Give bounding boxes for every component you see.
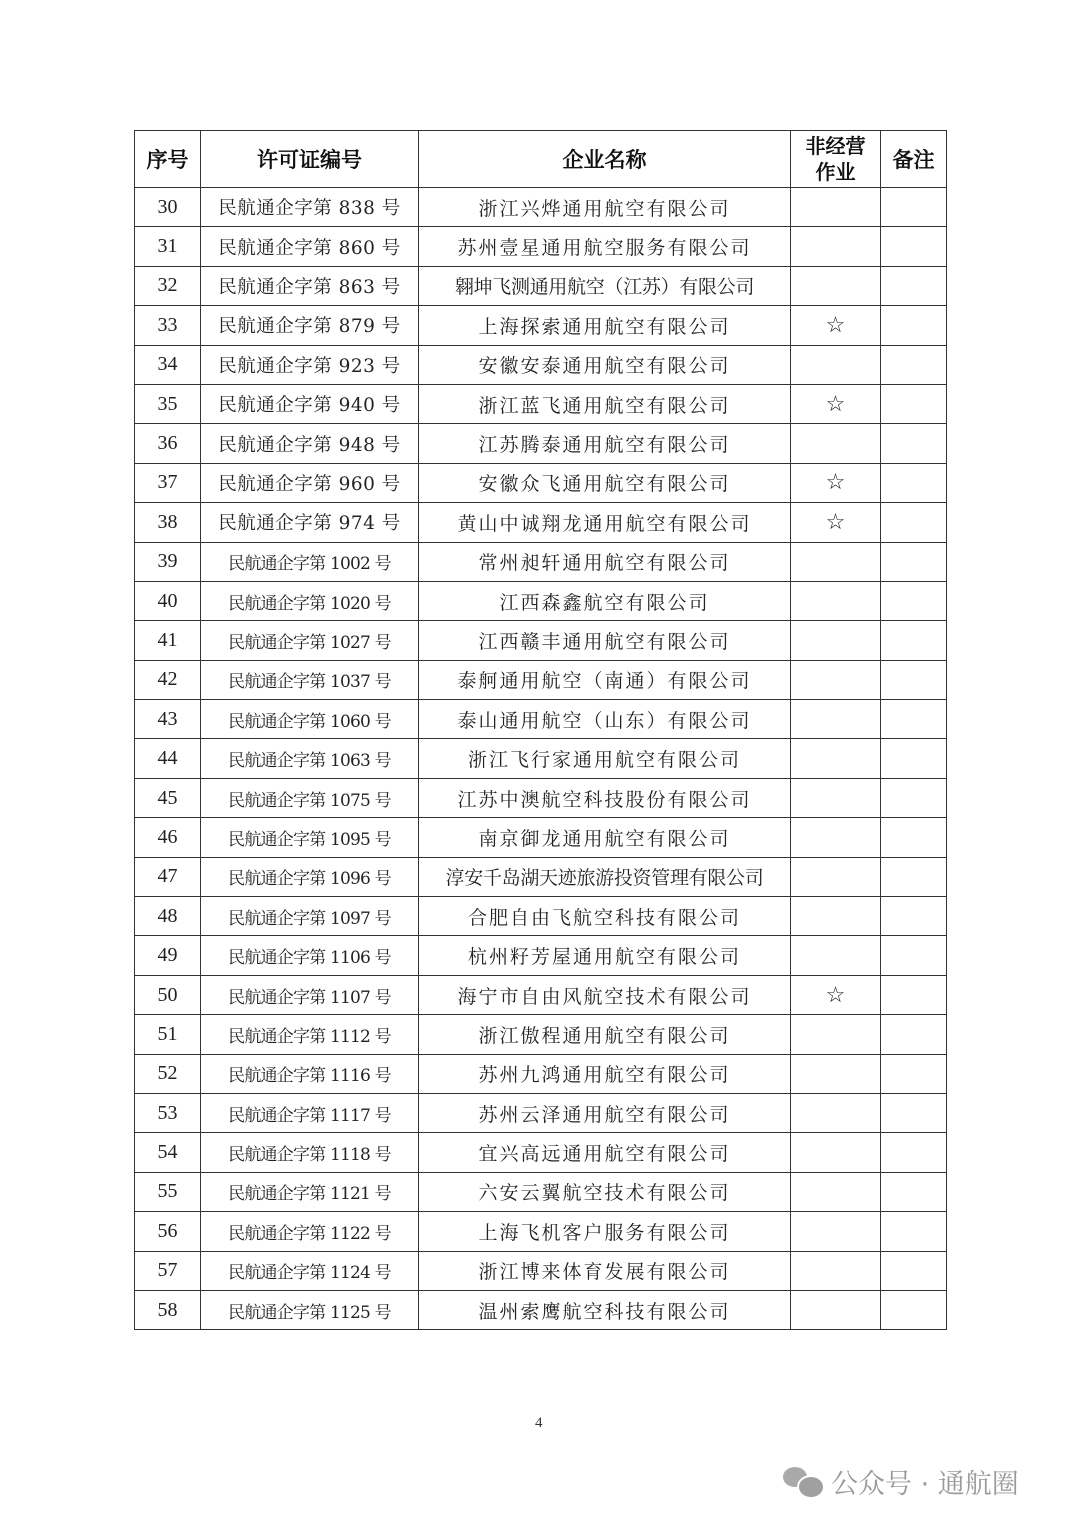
table-row xyxy=(135,581,947,620)
row-non-commercial xyxy=(791,188,881,227)
row-license: 民航通企字第 1106 号 xyxy=(201,936,419,975)
row-company: 淳安千岛湖天迹旅游投资管理有限公司 xyxy=(419,857,791,896)
row-remark xyxy=(881,1290,947,1329)
row-license: 民航通企字第 1063 号 xyxy=(201,739,419,778)
row-company: 安徽众飞通用航空有限公司 xyxy=(419,463,791,502)
row-company: 南京御龙通用航空有限公司 xyxy=(419,818,791,857)
row-license: 民航通企字第 1121 号 xyxy=(201,1172,419,1211)
row-non-commercial xyxy=(791,345,881,384)
page-number: 4 xyxy=(535,1415,543,1431)
row-company: 浙江蓝飞通用航空有限公司 xyxy=(419,384,791,423)
row-seq: 37 xyxy=(135,463,201,502)
table-row xyxy=(135,1093,947,1132)
row-company: 苏州壹星通用航空服务有限公司 xyxy=(419,227,791,266)
row-remark xyxy=(881,1054,947,1093)
row-remark xyxy=(881,463,947,502)
row-remark xyxy=(881,1172,947,1211)
row-seq: 48 xyxy=(135,897,201,936)
row-company: 常州昶轩通用航空有限公司 xyxy=(419,542,791,581)
row-non-commercial xyxy=(791,424,881,463)
row-company: 温州索鹰航空科技有限公司 xyxy=(419,1290,791,1329)
row-company: 六安云翼航空技术有限公司 xyxy=(419,1172,791,1211)
table-row xyxy=(135,227,947,266)
row-remark xyxy=(881,700,947,739)
row-seq: 50 xyxy=(135,975,201,1014)
row-remark xyxy=(881,188,947,227)
table-row xyxy=(135,936,947,975)
row-remark xyxy=(881,660,947,699)
table-row xyxy=(135,384,947,423)
row-non-commercial xyxy=(791,739,881,778)
header-seq: 序号 xyxy=(135,131,201,188)
row-seq: 40 xyxy=(135,581,201,620)
row-seq: 45 xyxy=(135,778,201,817)
row-non-commercial xyxy=(791,1054,881,1093)
header-company: 企业名称 xyxy=(419,131,791,188)
row-license: 民航通企字第 1037 号 xyxy=(201,660,419,699)
header-remark: 备注 xyxy=(881,131,947,188)
row-company: 江西森鑫航空有限公司 xyxy=(419,581,791,620)
table-row xyxy=(135,542,947,581)
row-license: 民航通企字第 860 号 xyxy=(201,227,419,266)
row-seq: 38 xyxy=(135,503,201,542)
header-non-commercial xyxy=(791,131,881,188)
row-company: 江苏中澳航空科技股份有限公司 xyxy=(419,778,791,817)
row-remark xyxy=(881,306,947,345)
row-non-commercial xyxy=(791,818,881,857)
table-row xyxy=(135,1212,947,1251)
row-non-commercial xyxy=(791,660,881,699)
row-remark xyxy=(881,818,947,857)
row-non-commercial: ☆ xyxy=(791,503,881,542)
row-company: 浙江博来体育发展有限公司 xyxy=(419,1251,791,1290)
row-non-commercial xyxy=(791,1290,881,1329)
table-header-row xyxy=(135,131,947,188)
row-license: 民航通企字第 838 号 xyxy=(201,188,419,227)
row-seq: 33 xyxy=(135,306,201,345)
table-body xyxy=(135,188,947,1330)
row-remark xyxy=(881,542,947,581)
row-non-commercial xyxy=(791,581,881,620)
row-company: 宜兴高远通用航空有限公司 xyxy=(419,1133,791,1172)
row-remark xyxy=(881,857,947,896)
row-seq: 58 xyxy=(135,1290,201,1329)
row-company: 江西赣丰通用航空有限公司 xyxy=(419,621,791,660)
row-remark xyxy=(881,384,947,423)
row-seq: 35 xyxy=(135,384,201,423)
row-remark xyxy=(881,621,947,660)
row-non-commercial xyxy=(791,1172,881,1211)
table-row xyxy=(135,188,947,227)
row-non-commercial xyxy=(791,542,881,581)
row-remark xyxy=(881,1093,947,1132)
row-license: 民航通企字第 960 号 xyxy=(201,463,419,502)
table-row xyxy=(135,857,947,896)
row-seq: 47 xyxy=(135,857,201,896)
row-company: 苏州九鸿通用航空有限公司 xyxy=(419,1054,791,1093)
row-license: 民航通企字第 1020 号 xyxy=(201,581,419,620)
row-company: 上海探索通用航空有限公司 xyxy=(419,306,791,345)
row-remark xyxy=(881,581,947,620)
row-seq: 51 xyxy=(135,1015,201,1054)
row-seq: 36 xyxy=(135,424,201,463)
row-non-commercial xyxy=(791,266,881,305)
row-company: 浙江傲程通用航空有限公司 xyxy=(419,1015,791,1054)
row-license: 民航通企字第 1060 号 xyxy=(201,700,419,739)
row-license: 民航通企字第 879 号 xyxy=(201,306,419,345)
row-license: 民航通企字第 1117 号 xyxy=(201,1093,419,1132)
table-row xyxy=(135,1251,947,1290)
wechat-icon xyxy=(783,1465,823,1499)
row-license: 民航通企字第 1027 号 xyxy=(201,621,419,660)
row-non-commercial: ☆ xyxy=(791,975,881,1014)
row-remark xyxy=(881,1133,947,1172)
row-license: 民航通企字第 974 号 xyxy=(201,503,419,542)
row-remark xyxy=(881,739,947,778)
row-non-commercial xyxy=(791,621,881,660)
row-non-commercial xyxy=(791,1212,881,1251)
header-license: 许可证编号 xyxy=(201,131,419,188)
row-license: 民航通企字第 1107 号 xyxy=(201,975,419,1014)
row-non-commercial xyxy=(791,1093,881,1132)
row-seq: 55 xyxy=(135,1172,201,1211)
row-seq: 53 xyxy=(135,1093,201,1132)
row-license: 民航通企字第 1116 号 xyxy=(201,1054,419,1093)
row-company: 泰舸通用航空（南通）有限公司 xyxy=(419,660,791,699)
table-row xyxy=(135,660,947,699)
row-license: 民航通企字第 1125 号 xyxy=(201,1290,419,1329)
row-seq: 46 xyxy=(135,818,201,857)
row-remark xyxy=(881,424,947,463)
row-non-commercial xyxy=(791,227,881,266)
row-seq: 39 xyxy=(135,542,201,581)
row-company: 浙江飞行家通用航空有限公司 xyxy=(419,739,791,778)
table-row xyxy=(135,818,947,857)
row-non-commercial xyxy=(791,857,881,896)
table-row xyxy=(135,739,947,778)
header-non-commercial-label: 非经营 作业 xyxy=(805,134,866,184)
row-non-commercial xyxy=(791,936,881,975)
watermark xyxy=(783,1462,1019,1501)
row-non-commercial: ☆ xyxy=(791,463,881,502)
row-seq: 32 xyxy=(135,266,201,305)
row-seq: 57 xyxy=(135,1251,201,1290)
row-company: 苏州云泽通用航空有限公司 xyxy=(419,1093,791,1132)
row-non-commercial xyxy=(791,1133,881,1172)
table-row xyxy=(135,424,947,463)
row-license: 民航通企字第 1118 号 xyxy=(201,1133,419,1172)
row-license: 民航通企字第 1096 号 xyxy=(201,857,419,896)
row-company: 上海飞机客户服务有限公司 xyxy=(419,1212,791,1251)
row-remark xyxy=(881,936,947,975)
row-seq: 42 xyxy=(135,660,201,699)
row-remark xyxy=(881,227,947,266)
row-license: 民航通企字第 948 号 xyxy=(201,424,419,463)
row-company: 泰山通用航空（山东）有限公司 xyxy=(419,700,791,739)
table-row xyxy=(135,463,947,502)
table-row xyxy=(135,266,947,305)
row-remark xyxy=(881,503,947,542)
row-license: 民航通企字第 923 号 xyxy=(201,345,419,384)
table-row xyxy=(135,621,947,660)
row-non-commercial: ☆ xyxy=(791,306,881,345)
row-remark xyxy=(881,345,947,384)
table-row xyxy=(135,1172,947,1211)
row-non-commercial xyxy=(791,1015,881,1054)
row-remark xyxy=(881,1212,947,1251)
table-row xyxy=(135,1133,947,1172)
table-row xyxy=(135,700,947,739)
row-remark xyxy=(881,975,947,1014)
row-seq: 56 xyxy=(135,1212,201,1251)
row-seq: 52 xyxy=(135,1054,201,1093)
row-license: 民航通企字第 1097 号 xyxy=(201,897,419,936)
row-license: 民航通企字第 1124 号 xyxy=(201,1251,419,1290)
table-row xyxy=(135,778,947,817)
license-table xyxy=(134,130,947,1330)
row-company: 江苏腾泰通用航空有限公司 xyxy=(419,424,791,463)
row-remark xyxy=(881,778,947,817)
row-remark xyxy=(881,897,947,936)
row-license: 民航通企字第 1095 号 xyxy=(201,818,419,857)
table-row xyxy=(135,1015,947,1054)
row-seq: 41 xyxy=(135,621,201,660)
row-remark xyxy=(881,1251,947,1290)
watermark-text: 公众号 · 通航圈 xyxy=(831,1469,1019,1500)
row-company: 黄山中诚翔龙通用航空有限公司 xyxy=(419,503,791,542)
row-company: 杭州籽芳屋通用航空有限公司 xyxy=(419,936,791,975)
table-row xyxy=(135,975,947,1014)
table-row xyxy=(135,897,947,936)
row-license: 民航通企字第 1122 号 xyxy=(201,1212,419,1251)
table-row xyxy=(135,306,947,345)
row-non-commercial xyxy=(791,778,881,817)
row-company: 合肥自由飞航空科技有限公司 xyxy=(419,897,791,936)
row-seq: 34 xyxy=(135,345,201,384)
row-license: 民航通企字第 1002 号 xyxy=(201,542,419,581)
row-seq: 44 xyxy=(135,739,201,778)
table-row xyxy=(135,1290,947,1329)
row-remark xyxy=(881,1015,947,1054)
table-row xyxy=(135,503,947,542)
row-seq: 31 xyxy=(135,227,201,266)
row-non-commercial xyxy=(791,700,881,739)
row-non-commercial xyxy=(791,1251,881,1290)
row-license: 民航通企字第 1112 号 xyxy=(201,1015,419,1054)
row-seq: 43 xyxy=(135,700,201,739)
row-remark xyxy=(881,266,947,305)
row-company: 海宁市自由风航空技术有限公司 xyxy=(419,975,791,1014)
row-seq: 49 xyxy=(135,936,201,975)
row-seq: 30 xyxy=(135,188,201,227)
row-company: 浙江兴烨通用航空有限公司 xyxy=(419,188,791,227)
row-company: 安徽安泰通用航空有限公司 xyxy=(419,345,791,384)
row-non-commercial: ☆ xyxy=(791,384,881,423)
row-license: 民航通企字第 863 号 xyxy=(201,266,419,305)
row-license: 民航通企字第 940 号 xyxy=(201,384,419,423)
row-non-commercial xyxy=(791,897,881,936)
row-license: 民航通企字第 1075 号 xyxy=(201,778,419,817)
table-row xyxy=(135,1054,947,1093)
row-seq: 54 xyxy=(135,1133,201,1172)
row-company: 翱坤飞测通用航空（江苏）有限公司 xyxy=(419,266,791,305)
table-row xyxy=(135,345,947,384)
